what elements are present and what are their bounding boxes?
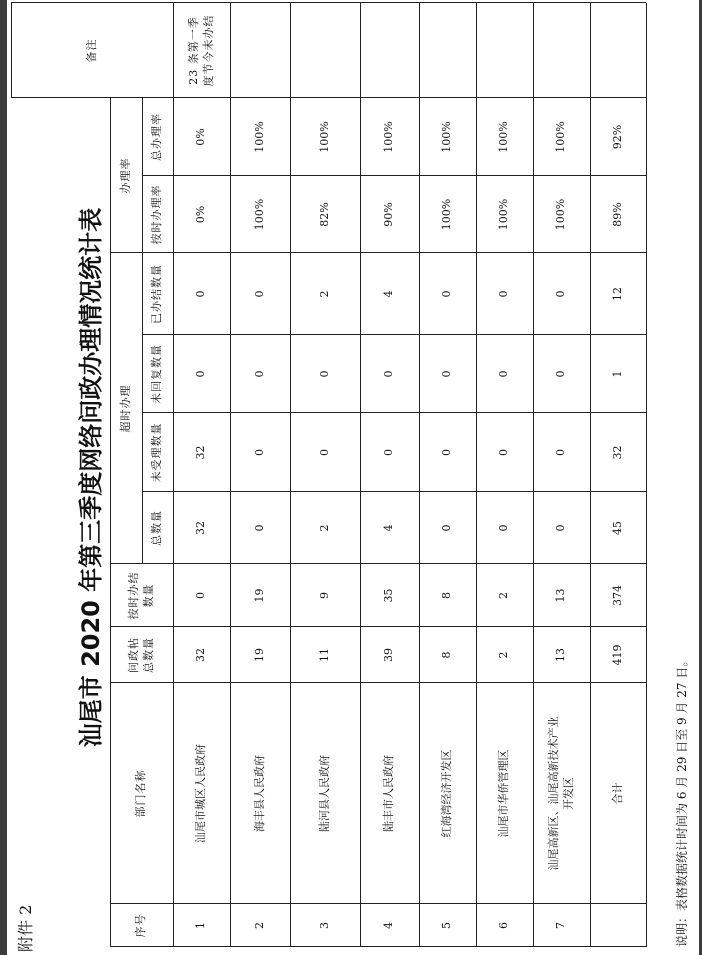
table-bottom-border xyxy=(646,3,647,947)
header-total-posts-text: 问政帖总数量 xyxy=(126,637,155,673)
seq-cell: 2 xyxy=(252,922,266,929)
department-cell: 红海湾经济开发区 xyxy=(440,749,454,838)
header-total-rate: 总办理率 xyxy=(150,113,164,161)
on-time-rate-cell: 0% xyxy=(194,205,208,224)
header-seq: 序号 xyxy=(134,913,148,938)
not-accepted-cell: 0 xyxy=(382,449,396,456)
header-overdue-group: 超时办理 xyxy=(118,384,132,433)
department-cell: 汕尾市城区人民政府 xyxy=(194,744,208,843)
rotated-landscape-sheet xyxy=(7,0,702,955)
total-rate-cell: 100% xyxy=(497,121,511,153)
summary-total-posts-cell: 419 xyxy=(610,644,624,666)
done-cell: 0 xyxy=(497,290,511,298)
header-on-time-rate: 按时办理率 xyxy=(150,184,164,245)
header-rate-group: 办理率 xyxy=(118,157,132,194)
not-replied-cell: 0 xyxy=(317,370,331,378)
department-cell: 汕尾市华侨管理区 xyxy=(497,749,511,838)
not-accepted-cell: 0 xyxy=(440,449,454,456)
done-cell: 0 xyxy=(554,290,568,298)
done-cell: 2 xyxy=(317,290,331,298)
summary-on-time-rate-cell: 89% xyxy=(610,202,624,227)
overdue-total-cell: 2 xyxy=(317,524,331,532)
remark-cell xyxy=(360,3,419,98)
header-on-time-count xyxy=(110,564,173,627)
remark-cell xyxy=(419,3,476,98)
on-time-count-cell: 2 xyxy=(497,592,511,599)
header-remark: 备注 xyxy=(84,38,98,63)
summary-not-accepted-cell: 32 xyxy=(610,445,624,460)
page-title: 汕尾市 2020 年第三季度网络问政办理情况统计表 xyxy=(77,207,105,748)
total-rate-cell: 100% xyxy=(317,121,331,153)
header-department: 部门名称 xyxy=(134,769,148,818)
header-overdue-not-accepted: 未受理数量 xyxy=(150,422,164,483)
total-posts-cell: 8 xyxy=(440,651,454,659)
overdue-total-cell: 0 xyxy=(554,524,568,532)
total-posts-cell: 19 xyxy=(252,648,266,662)
overdue-total-cell: 32 xyxy=(194,521,208,535)
on-time-rate-cell: 100% xyxy=(252,198,266,231)
total-rate-cell: 100% xyxy=(252,121,266,153)
remark-cell: 23 条第一季度节今未办结 xyxy=(186,14,215,87)
on-time-count-cell: 35 xyxy=(382,588,396,603)
not-replied-cell: 0 xyxy=(382,370,396,378)
on-time-count-cell: 8 xyxy=(440,592,454,599)
on-time-rate-cell: 100% xyxy=(497,198,511,231)
total-posts-cell: 11 xyxy=(317,648,331,662)
done-cell: 0 xyxy=(194,290,208,298)
overdue-total-cell: 4 xyxy=(382,524,396,532)
attachment-label: 附件 2 xyxy=(16,904,35,952)
department-cell: 汕尾高新区、汕尾高新技术产业开发区 xyxy=(546,716,575,871)
remark-cell xyxy=(230,3,290,98)
done-cell: 4 xyxy=(382,290,396,298)
remark-cell xyxy=(290,3,360,98)
footnote: 说明：表格数据统计时间为 6 月 29 日至 9 月 27 日。 xyxy=(675,654,689,947)
total-posts-cell: 39 xyxy=(382,648,396,662)
overdue-total-cell: 0 xyxy=(440,524,454,532)
header-overdue-total: 总数量 xyxy=(150,510,164,546)
total-rate-cell: 100% xyxy=(554,121,568,153)
seq-cell: 7 xyxy=(554,922,568,929)
header-overdue-done: 已办结数量 xyxy=(150,264,164,324)
done-cell: 0 xyxy=(252,290,266,298)
total-posts-cell: 2 xyxy=(497,651,511,659)
seq-cell: 4 xyxy=(382,922,396,929)
seq-cell: 3 xyxy=(317,922,331,929)
not-replied-cell: 0 xyxy=(440,370,454,378)
seq-cell: 5 xyxy=(440,922,454,929)
summary-on-time-count-cell: 374 xyxy=(610,585,624,606)
department-cell: 海丰县人民政府 xyxy=(252,755,266,832)
overdue-total-cell: 0 xyxy=(252,524,266,532)
done-cell: 0 xyxy=(440,290,454,298)
on-time-count-cell: 9 xyxy=(317,592,331,599)
on-time-rate-cell: 90% xyxy=(382,202,396,227)
not-accepted-cell: 0 xyxy=(252,449,266,456)
remark-cell xyxy=(533,3,590,98)
seq-cell: 1 xyxy=(194,922,208,929)
on-time-rate-cell: 100% xyxy=(440,198,454,231)
not-accepted-cell: 0 xyxy=(497,449,511,456)
not-replied-cell: 0 xyxy=(194,370,208,378)
seq-cell: 6 xyxy=(497,922,511,929)
total-rate-cell: 0% xyxy=(194,128,208,146)
summary-total-rate-cell: 92% xyxy=(610,124,624,150)
not-replied-cell: 0 xyxy=(497,370,511,378)
department-cell: 陆河县人民政府 xyxy=(317,755,331,832)
summary-not-replied-cell: 1 xyxy=(610,370,624,378)
on-time-count-cell: 0 xyxy=(194,592,208,599)
on-time-rate-cell: 82% xyxy=(317,202,331,227)
header-on-time-count-text: 按时办结数量 xyxy=(126,571,155,620)
not-accepted-cell: 0 xyxy=(554,449,568,456)
not-accepted-cell: 0 xyxy=(317,449,331,456)
on-time-count-cell: 13 xyxy=(554,588,568,603)
department-cell: 陆丰市人民政府 xyxy=(382,755,396,832)
header-total-posts xyxy=(110,627,173,683)
not-replied-cell: 0 xyxy=(252,370,266,378)
summary-done-cell: 12 xyxy=(610,287,624,301)
total-rate-cell: 100% xyxy=(382,121,396,153)
summary-department-cell: 合计 xyxy=(610,782,624,805)
not-replied-cell: 0 xyxy=(554,370,568,378)
on-time-rate-cell: 100% xyxy=(554,198,568,231)
remark-cell xyxy=(476,3,533,98)
not-accepted-cell: 32 xyxy=(194,445,208,460)
header-overdue-not-replied: 未回复数量 xyxy=(150,344,164,404)
total-posts-cell: 13 xyxy=(554,648,568,662)
on-time-count-cell: 19 xyxy=(252,588,266,603)
total-rate-cell: 100% xyxy=(440,121,454,153)
overdue-total-cell: 0 xyxy=(497,524,511,532)
summary-overdue-total-cell: 45 xyxy=(610,521,624,535)
document-page xyxy=(7,0,699,955)
total-posts-cell: 32 xyxy=(194,648,208,662)
